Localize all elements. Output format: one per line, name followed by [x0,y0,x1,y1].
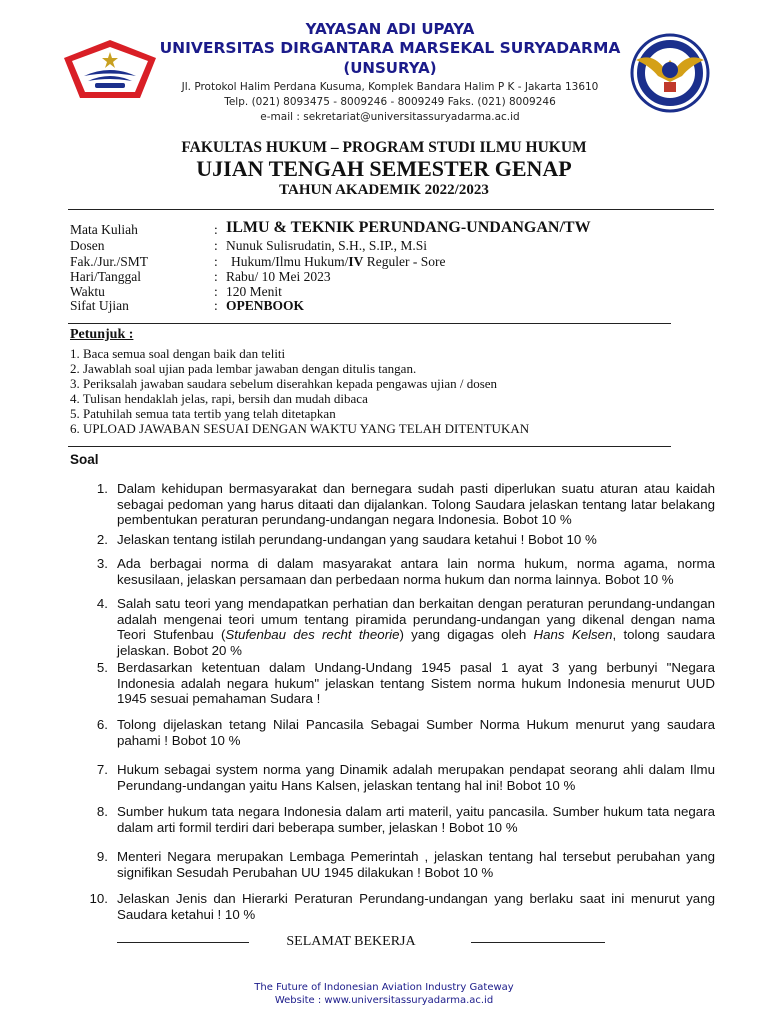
question-text: Menteri Negara merupakan Lembaga Pemerintah , jelaskan tentang hal tersebut perubahan yang signifikan Sesudah Perubahan UU 1945 dilakukan ! Bobot 10 % [117,849,715,880]
info-colon: : [214,298,218,313]
university-abbreviation: (UNSURYA) [343,59,437,77]
question-text: Dalam kehidupan bermasyarakat dan bernegara sudah pasti diperlukan suatu aturan atau kaidah sebagai pedoman yang harus ditaati dan dijalankan. Tolong Saudara jelaskan tentang latar belakang pembentukan peraturan perundang-undangan negara Indonesia. Bobot 10 % [117,481,715,527]
question-number: 3. [96,556,108,571]
info-label: Sifat Ujian [70,298,129,313]
question-text: Hukum sebagai system norma yang Dinamik adalah merupakan pendapat seorang ahli dalam Ilmu Perundang-undangan yaitu Hans Kalsen, jelaskan tentang hal ini! Bobot 10 % [117,762,715,793]
instruction-item: 2. Jawablah soal ujian pada lembar jawaban dengan ditulis tangan. [70,361,417,376]
yayasan-adi-upaya-logo-icon [62,38,158,100]
university-name: UNIVERSITAS DIRGANTARA MARSEKAL SURYADARMA [159,39,621,57]
question-text: Jelaskan tentang istilah perundang-undangan yang saudara ketahui ! Bobot 10 % [117,532,597,547]
question-number: 2. [96,532,108,547]
exam-title: UJIAN TENGAH SEMESTER GENAP [196,156,572,181]
info-divider [68,323,671,324]
address: Jl. Protokol Halim Perdana Kusuma, Komplek Bandara Halim P K - Jakarta 13610 [181,81,599,93]
question-text-part: , tolong saudara jelaskan. Bobot 20 % [117,627,715,658]
info-label: Hari/Tanggal [70,269,142,284]
question-number: 9. [96,849,108,864]
lecturer-name: Nunuk Sulisrudatin, S.H., S.IP., M.Si [226,238,428,253]
info-label: Waktu [70,284,105,299]
question-text: Berdasarkan ketentuan dalam Undang-Undang 1945 pasal 1 ayat 3 yang berbunyi "Negara Indonesia adalah negara hukum" jelaskan tentang Sistem norma hukum Indonesia menurut UUD 1945 sesuai pemahaman Sudara ! [117,660,715,706]
faculty-semester [231,254,446,270]
footer-tagline: The Future of Indonesian Aviation Industry Gateway [254,982,514,993]
info-colon: : [214,222,218,237]
instruction-item: 4. Tulisan hendaklah jelas, rapi, bersih dan mudah dibaca [70,391,368,406]
faculty-semester-class: Reguler - Sore [363,254,446,269]
yayasan-logo [62,38,158,100]
semester-number: IV [348,254,364,269]
info-label: Dosen [70,238,105,253]
instruction-item: 5. Patuhilah semua tata tertib yang telah ditetapkan [70,406,336,421]
questions-heading: Soal [70,452,99,467]
question-number: 7. [96,762,108,777]
question-number: 1. [96,481,108,496]
question-text-italic: Hans Kelsen [533,627,613,642]
faculty-semester-part: Hukum/Ilmu Hukum/ [231,254,349,269]
instruction-item: 6. UPLOAD JAWABAN SESUAI DENGAN WAKTU YANG TELAH DITENTUKAN [70,421,530,436]
closing-text: SELAMAT BEKERJA [286,934,416,949]
info-label: Mata Kuliah [70,222,138,237]
question-text: Tolong dijelaskan tetang Nilai Pancasila Sebagai Sumber Norma Hukum menurut yang saudara pahami ! Bobot 10 % [117,717,715,748]
question-text-part: Salah satu teori yang mendapatkan perhatian dan berkaitan dengan peraturan perundang-undangan adalah mengenai teori umum tentang piramida perundang-undangan yang dikenal dengan nama Teori Stufenbau ( [117,596,715,642]
question-text-italic: Stufenbau des recht theorie [225,627,400,642]
question-text: Ada berbagai norma di dalam masyarakat antara lain norma hukum, norma agama, norma kesusilaan, jelaskan persamaan dan perbedaan norma hukum dan norma lainnya. Bobot 10 % [117,556,715,587]
closing-rule-left [117,942,249,943]
instruction-item: 3. Periksalah jawaban saudara sebelum diserahkan kepada pengawas ujian / dosen [70,376,498,391]
info-colon: : [214,284,218,299]
question-number: 6. [96,717,108,732]
question-number: 4. [96,596,108,611]
exam-duration: 120 Menit [226,284,282,299]
exam-type: OPENBOOK [226,298,305,313]
unsurya-logo [630,30,710,116]
question-text: Sumber hukum tata negara Indonesia dalam arti materil, yaitu pancasila. Sumber hukum tata negara dalam arti formil terdiri dari beberapa sumber, jelaskan ! Bobot 10 % [117,804,715,835]
question-text: Jelaskan Jenis dan Hierarki Peraturan Perundang-undangan yang berlaku saat ini menurut yang Saudara ketahui ! 10 % [117,891,715,922]
phone: Telp. (021) 8093475 - 8009246 - 8009249 Faks. (021) 8009246 [224,96,556,108]
faculty-line: FAKULTAS HUKUM – PROGRAM STUDI ILMU HUKUM [181,139,587,156]
academic-year: TAHUN AKADEMIK 2022/2023 [279,182,489,198]
email: e-mail : sekretariat@universitassuryadarma.ac.id [260,111,520,123]
footer-website: Website : www.universitassuryadarma.ac.id [274,995,494,1006]
header-divider [68,209,714,210]
course-name: ILMU & TEKNIK PERUNDANG-UNDANGAN/TW [226,219,591,236]
unsurya-logo-icon [630,30,710,116]
info-colon: : [214,254,218,269]
instructions-heading: Petunjuk : [70,327,134,342]
question-number: 10. [89,891,108,906]
instructions-divider [68,446,671,447]
question-number: 5. [96,660,108,675]
question-text [117,596,715,658]
info-colon: : [214,238,218,253]
foundation-name: YAYASAN ADI UPAYA [305,20,475,38]
info-label: Fak./Jur./SMT [70,254,149,269]
question-text-part: ) yang digagas oleh [399,627,534,642]
exam-date: Rabu/ 10 Mei 2023 [226,269,331,284]
instruction-item: 1. Baca semua soal dengan baik dan teliti [70,346,286,361]
closing-rule-right [471,942,605,943]
question-number: 8. [96,804,108,819]
info-colon: : [214,269,218,284]
